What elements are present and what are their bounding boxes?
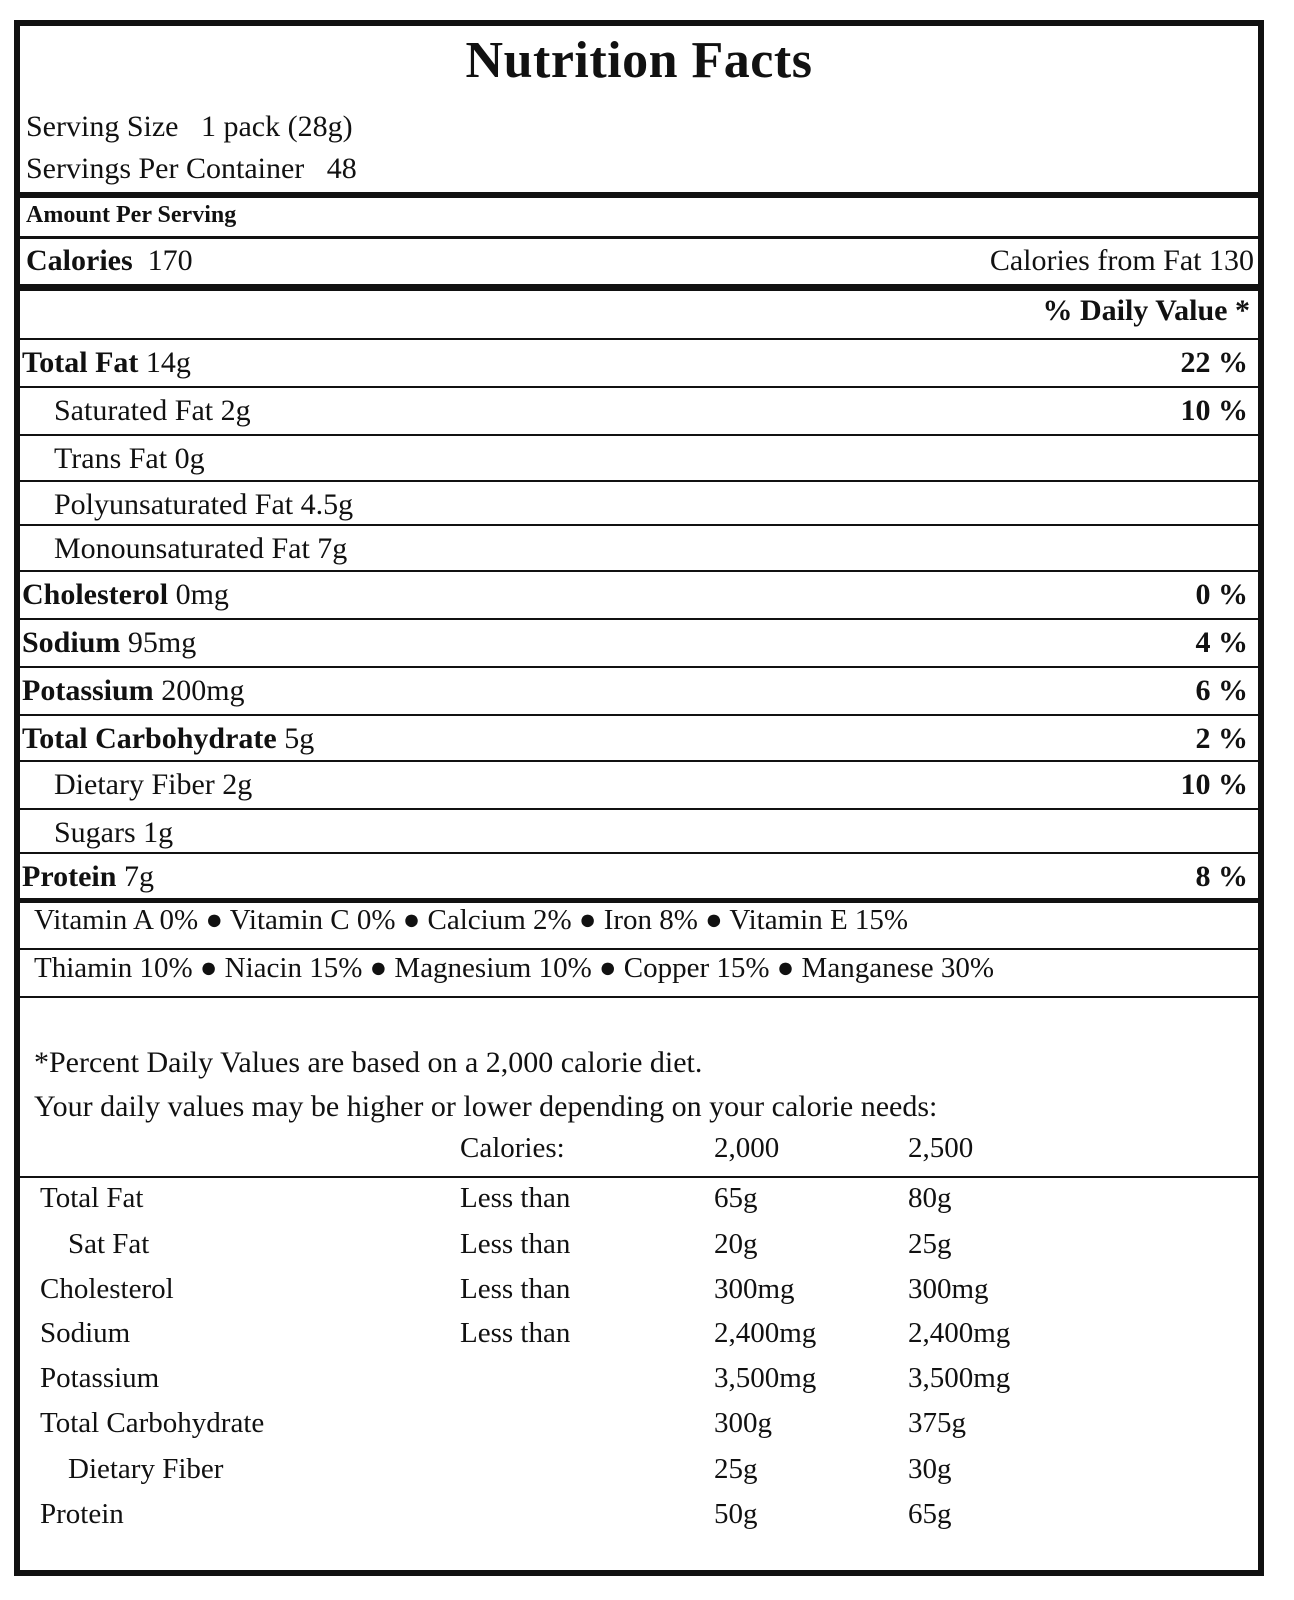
footnote-needs: Your daily values may be higher or lower depending on your calorie needs:	[34, 1090, 938, 1123]
reference-nutrient: Sodium	[40, 1317, 131, 1349]
nutrient-amount: 95mg	[127, 626, 197, 659]
reference-value-2500: 300mg	[908, 1273, 989, 1305]
nutrient-daily-value: 22 %	[1180, 346, 1248, 379]
nutrient-label	[22, 674, 245, 708]
vitamins-line-2: Thiamin 10% ● Niacin 15% ● Magnesium 10% ● Copper 15% ● Manganese 30%	[34, 952, 995, 984]
reference-value-2500: 30g	[908, 1453, 952, 1485]
nutrient-amount: 7g	[317, 532, 348, 565]
nutrient-daily-value: 4 %	[1195, 626, 1248, 659]
row-divider	[20, 480, 1258, 482]
nutrient-name: Polyunsaturated Fat	[54, 488, 294, 521]
nutrient-amount: 5g	[284, 722, 315, 755]
reference-value-2000: 25g	[714, 1453, 758, 1485]
nutrient-row	[20, 854, 1258, 902]
footnote-basis: *Percent Daily Values are based on a 2,000 calorie diet.	[34, 1046, 703, 1079]
nutrient-daily-value: 6 %	[1195, 674, 1248, 707]
nutrient-name: Potassium	[22, 674, 154, 707]
calories-from-fat: Calories from Fat 130	[989, 244, 1254, 277]
row-divider	[20, 760, 1258, 762]
reference-value-2500: 80g	[908, 1182, 952, 1214]
row-divider	[20, 852, 1258, 854]
amount-per-serving: Amount Per Serving	[26, 202, 237, 228]
nutrient-amount: 2g	[220, 394, 251, 427]
calories-2000-header: 2,000	[714, 1132, 780, 1164]
nutrient-row	[20, 716, 1258, 764]
nutrient-amount: 1g	[143, 816, 174, 849]
reference-nutrient: Sat Fat	[68, 1228, 150, 1260]
nutrient-amount: 200mg	[161, 674, 245, 707]
nutrient-name: Monounsaturated Fat	[54, 532, 310, 565]
row-divider	[20, 808, 1258, 810]
nutrient-amount: 2g	[222, 768, 253, 801]
nutrient-name: Protein	[22, 860, 117, 893]
nutrient-row	[20, 340, 1258, 388]
nutrient-label	[54, 768, 252, 802]
reference-value-2500: 3,500mg	[908, 1362, 1011, 1394]
nutrient-row	[20, 388, 1258, 436]
serving-size	[26, 110, 353, 144]
nutrient-label	[22, 860, 154, 894]
servings-per-container	[26, 152, 357, 186]
row-divider	[20, 524, 1258, 526]
divider	[20, 1176, 1258, 1178]
thick-divider	[20, 284, 1258, 291]
servings-per-container-value: 48	[326, 152, 357, 185]
row-divider	[20, 434, 1258, 436]
reference-nutrient: Cholesterol	[40, 1273, 174, 1305]
reference-value-2000: 50g	[714, 1498, 758, 1530]
reference-qualifier: Less than	[460, 1317, 571, 1349]
reference-value-2500: 65g	[908, 1498, 952, 1530]
row-divider	[20, 386, 1258, 388]
reference-qualifier: Less than	[460, 1228, 571, 1260]
calories	[26, 244, 193, 278]
nutrient-label	[22, 578, 229, 612]
nutrient-name: Sodium	[22, 626, 121, 659]
nutrient-amount: 14g	[145, 346, 191, 379]
reference-nutrient: Potassium	[40, 1362, 160, 1394]
nutrient-amount: 4.5g	[300, 488, 354, 521]
nutrient-row	[20, 526, 1258, 574]
nutrient-label	[54, 816, 173, 850]
reference-value-2000: 65g	[714, 1182, 758, 1214]
serving-size-value: 1 pack (28g)	[200, 110, 353, 143]
reference-qualifier: Less than	[460, 1182, 571, 1214]
reference-value-2000: 3,500mg	[714, 1362, 817, 1394]
nutrient-row	[20, 572, 1258, 620]
reference-qualifier: Less than	[460, 1273, 571, 1305]
nutrient-amount: 0g	[174, 442, 205, 475]
divider	[20, 948, 1258, 950]
row-divider	[20, 618, 1258, 620]
reference-value-2500: 2,400mg	[908, 1317, 1011, 1349]
nutrient-label	[54, 532, 347, 566]
row-divider	[20, 666, 1258, 668]
nutrient-row	[20, 762, 1258, 810]
nutrient-row	[20, 668, 1258, 716]
serving-size-label: Serving Size	[26, 110, 179, 143]
nutrient-label	[22, 722, 314, 756]
row-divider	[20, 338, 1258, 340]
nutrient-label	[22, 346, 191, 380]
row-divider	[20, 714, 1258, 716]
reference-value-2000: 300g	[714, 1407, 772, 1439]
divider	[20, 996, 1258, 998]
servings-per-container-label: Servings Per Container	[26, 152, 305, 185]
nutrient-amount: 7g	[123, 860, 154, 893]
reference-nutrient: Dietary Fiber	[68, 1453, 224, 1485]
nutrient-daily-value: 10 %	[1180, 394, 1248, 427]
nutrition-facts-label	[14, 20, 1264, 1576]
label-title: Nutrition Facts	[465, 32, 813, 89]
nutrient-daily-value: 0 %	[1195, 578, 1248, 611]
nutrient-name: Saturated Fat	[54, 394, 214, 427]
nutrient-daily-value: 10 %	[1180, 768, 1248, 801]
reference-value-2500: 375g	[908, 1407, 966, 1439]
nutrient-name: Total Fat	[22, 346, 139, 379]
nutrient-daily-value: 2 %	[1195, 722, 1248, 755]
vitamins-line-1: Vitamin A 0% ● Vitamin C 0% ● Calcium 2% ● Iron 8% ● Vitamin E 15%	[34, 904, 909, 936]
thick-divider	[20, 192, 1258, 198]
calories-column-label: Calories:	[460, 1132, 565, 1164]
nutrient-amount: 0mg	[175, 578, 229, 611]
calories-label: Calories	[26, 244, 133, 277]
calories-2500-header: 2,500	[908, 1132, 974, 1164]
nutrient-label	[22, 626, 196, 660]
row-divider	[20, 570, 1258, 572]
reference-nutrient: Protein	[40, 1498, 124, 1530]
nutrient-row	[20, 620, 1258, 668]
nutrient-name: Cholesterol	[22, 578, 169, 611]
nutrient-name: Dietary Fiber	[54, 768, 215, 801]
nutrient-label	[54, 394, 251, 428]
divider	[20, 236, 1258, 239]
reference-value-2000: 2,400mg	[714, 1317, 817, 1349]
nutrient-name: Sugars	[54, 816, 136, 849]
nutrient-label	[54, 488, 353, 522]
nutrient-name: Trans Fat	[54, 442, 168, 475]
calories-value: 170	[147, 244, 193, 277]
nutrient-row	[20, 482, 1258, 530]
nutrient-label	[54, 442, 205, 476]
reference-nutrient: Total Carbohydrate	[40, 1407, 265, 1439]
reference-value-2500: 25g	[908, 1228, 952, 1260]
nutrient-daily-value: 8 %	[1195, 860, 1248, 893]
thick-divider	[20, 898, 1258, 903]
reference-nutrient: Total Fat	[40, 1182, 144, 1214]
nutrient-row	[20, 810, 1258, 858]
daily-value-header: % Daily Value *	[1042, 294, 1250, 327]
nutrient-name: Total Carbohydrate	[22, 722, 277, 755]
nutrient-row	[20, 436, 1258, 484]
reference-value-2000: 300mg	[714, 1273, 795, 1305]
reference-value-2000: 20g	[714, 1228, 758, 1260]
